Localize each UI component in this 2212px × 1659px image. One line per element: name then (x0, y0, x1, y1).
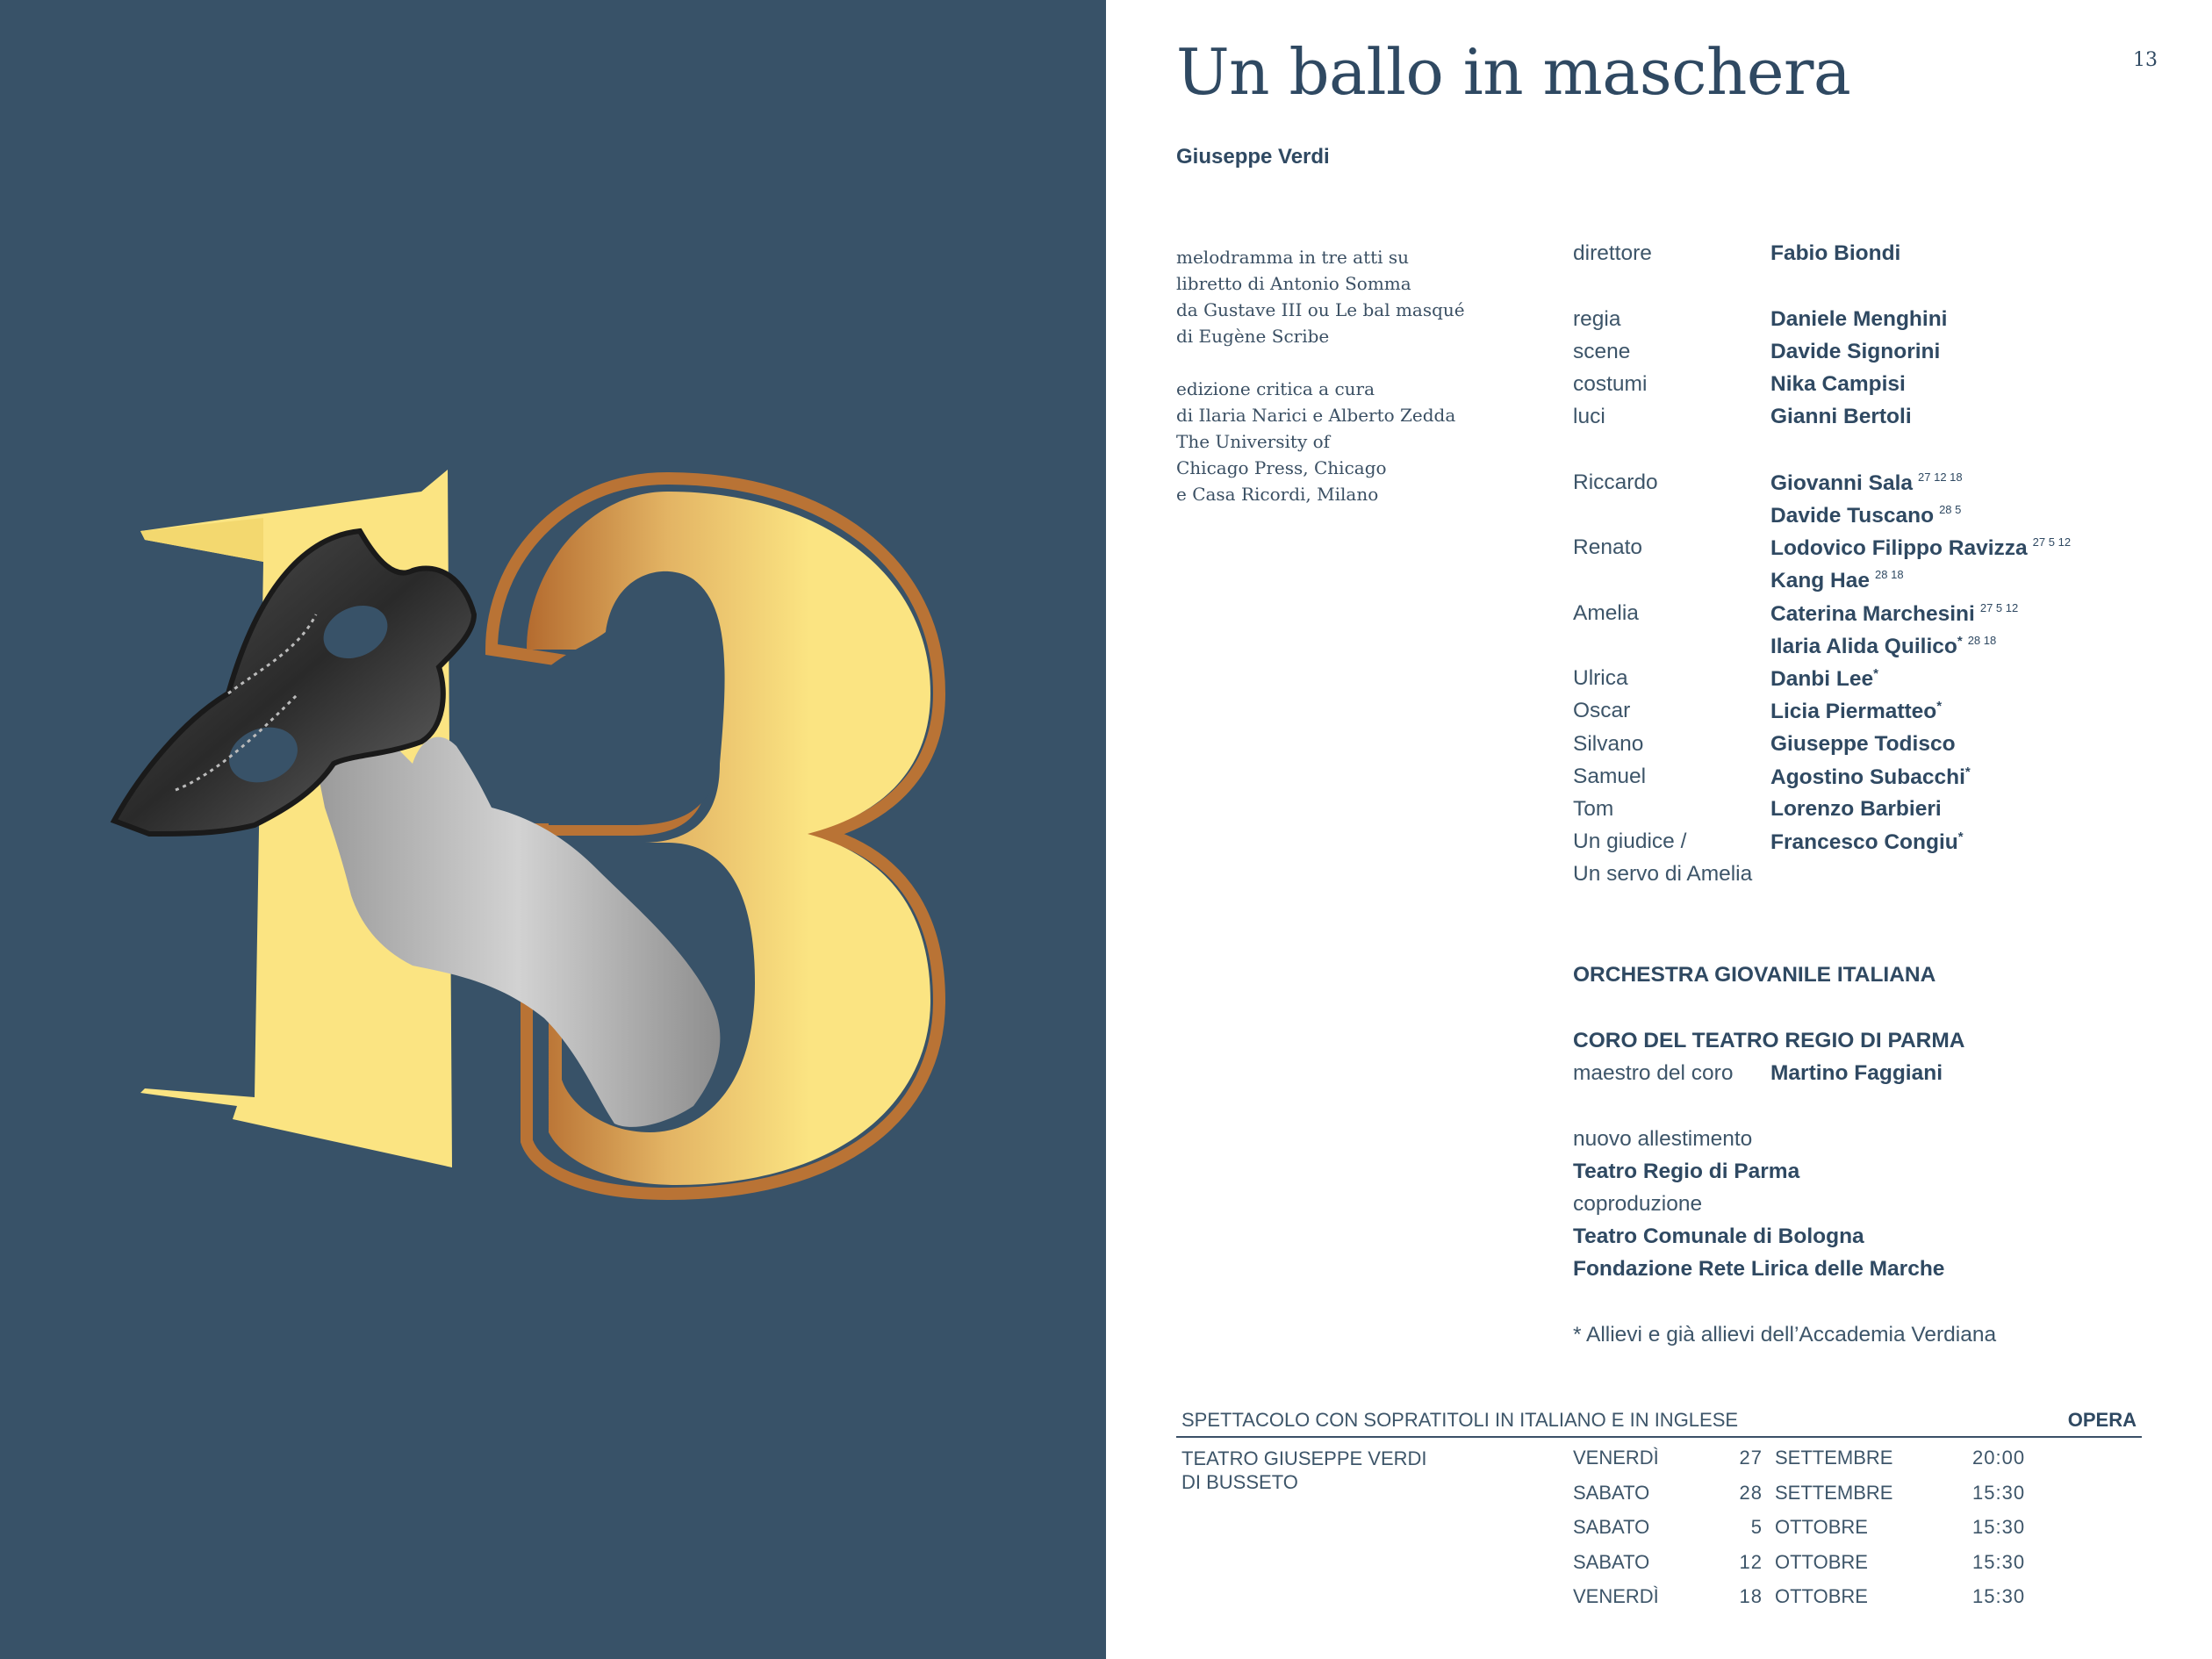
performance-date: 28 (1739, 1481, 1763, 1504)
credit-name (1770, 830, 1964, 855)
credit-name (1770, 732, 1956, 757)
performer-name: Daniele Menghini (1770, 307, 1948, 331)
page-title: Un ballo in maschera (1176, 35, 1851, 109)
credit-row (1573, 830, 2187, 863)
performance-month: SETTEMBRE (1775, 1447, 1893, 1469)
credit-name (1770, 634, 1996, 659)
credit-name (1770, 568, 1904, 593)
info-line: melodramma in tre atti su (1176, 247, 1410, 268)
credit-row (1573, 340, 2187, 373)
credit-row (1573, 568, 2187, 601)
credit-row (1573, 862, 2187, 895)
composer-name: Giuseppe Verdi (1176, 145, 1330, 169)
performance-month: SETTEMBRE (1775, 1481, 1893, 1504)
academy-asterisk: * (1936, 699, 1943, 714)
schedule-header (1176, 1404, 2142, 1438)
info-line: da Gustave III ou Le bal masqué (1176, 299, 1465, 320)
performer-name: Lodovico Filippo Ravizza (1770, 536, 2028, 560)
credit-role: Silvano (1573, 732, 1644, 756)
credit-name (1770, 666, 1878, 692)
credit-role: Riccardo (1573, 470, 1658, 494)
performance-time: 15:30 (1972, 1516, 2026, 1538)
edition-info (1176, 376, 1492, 507)
work-description (1176, 244, 1492, 349)
credit-role: Un giudice / (1573, 830, 1687, 853)
venue-line: DI BUSSETO (1181, 1471, 1298, 1493)
performance-dates-superscript: 28 5 (1939, 503, 1962, 516)
performer-name: Licia Piermatteo (1770, 700, 1937, 723)
academy-asterisk: * (1964, 765, 1971, 779)
performer-name: Ilaria Alida Quilico (1770, 635, 1957, 658)
chorus-master-row (1573, 1061, 2100, 1095)
surtitles-note: SPETTACOLO CON SOPRATITOLI IN ITALIANO E IN INGLESE (1181, 1409, 1739, 1431)
performance-dates-superscript: 28 18 (1967, 634, 1997, 647)
performer-name: Davide Signorini (1770, 340, 1941, 363)
performance-time: 20:00 (1972, 1447, 2026, 1469)
chorus-name: CORO DEL TEATRO REGIO DI PARMA (1573, 1029, 1965, 1052)
performance-time: 15:30 (1972, 1481, 2026, 1504)
performance-day: VENERDÌ (1573, 1447, 1659, 1469)
credit-row (1573, 405, 2187, 438)
orchestra-name: ORCHESTRA GIOVANILE ITALIANA (1573, 963, 1936, 987)
credit-role: Samuel (1573, 765, 1647, 788)
credit-row (1573, 503, 2187, 536)
credit-role: Amelia (1573, 601, 1639, 625)
performer-name: Danbi Lee (1770, 667, 1874, 691)
credit-role: Renato (1573, 535, 1643, 559)
performance-time: 15:30 (1972, 1550, 2026, 1573)
performer-name: Caterina Marchesini (1770, 602, 1975, 626)
performer-name: Nika Campisi (1770, 372, 1906, 396)
credit-role: Un servo di Amelia (1573, 862, 1753, 886)
credit-name (1770, 470, 1963, 496)
performance-day: VENERDÌ (1573, 1585, 1659, 1607)
performance-month: OTTOBRE (1775, 1516, 1868, 1538)
performance-time: 15:30 (1972, 1585, 2026, 1607)
page-number: 13 (2133, 49, 2158, 71)
credit-role: regia (1573, 307, 1621, 331)
credit-name (1770, 503, 1961, 528)
performance-day: SABATO (1573, 1516, 1650, 1538)
performer-name: Lorenzo Barbieri (1770, 797, 1942, 821)
credit-role: Oscar (1573, 699, 1631, 722)
info-line: e Casa Ricordi, Milano (1176, 484, 1379, 505)
performance-date: 18 (1739, 1585, 1763, 1607)
info-line: edizione critica a cura (1176, 378, 1375, 399)
performance-dates-superscript: 27 5 12 (2032, 535, 2072, 549)
academy-asterisk: * (1957, 634, 1963, 649)
performance-row (1573, 1585, 2100, 1619)
performance-dates-superscript: 27 5 12 (1979, 601, 2019, 614)
credit-row (1573, 732, 2187, 765)
credit-row (1573, 470, 2187, 504)
credit-row (1573, 797, 2187, 830)
credit-name (1770, 405, 1912, 429)
credit-row (1573, 601, 2187, 635)
performance-month: OTTOBRE (1775, 1550, 1868, 1573)
credit-name (1770, 797, 1942, 822)
performer-name: Davide Tuscano (1770, 504, 1935, 528)
credit-row (1573, 535, 2187, 569)
coproducer-name: Teatro Comunale di Bologna (1573, 1224, 1864, 1248)
credit-name (1770, 699, 1942, 724)
credit-role: costumi (1573, 372, 1648, 396)
info-line: The University of (1176, 431, 1331, 452)
credit-row (1573, 634, 2187, 667)
performance-day: SABATO (1573, 1481, 1650, 1504)
performance-day: SABATO (1573, 1550, 1650, 1573)
performance-row (1573, 1516, 2100, 1549)
programme-page (1106, 0, 2212, 1659)
performance-dates-superscript: 27 12 18 (1918, 470, 1963, 484)
venue-name (1181, 1447, 1427, 1494)
coproduction-label: coproduzione (1573, 1192, 1703, 1216)
info-line: di Ilaria Narici e Alberto Zedda (1176, 405, 1456, 426)
credit-name (1770, 307, 1947, 332)
credit-name: Martino Faggiani (1770, 1061, 1943, 1085)
producer-name: Teatro Regio di Parma (1573, 1160, 1800, 1183)
credit-name (1770, 765, 1971, 790)
credit-role: direttore (1573, 241, 1652, 265)
performer-name: Agostino Subacchi (1770, 765, 1965, 789)
credit-role: luci (1573, 405, 1605, 428)
credit-name (1770, 601, 2018, 627)
academy-asterisk: * (1873, 666, 1878, 681)
credit-row (1573, 307, 2187, 341)
credit-name (1770, 372, 1906, 397)
performer-name: Kang Hae (1770, 569, 1871, 592)
performance-row (1573, 1551, 2100, 1584)
genre-label: OPERA (2067, 1409, 2137, 1431)
credit-name (1770, 535, 2071, 561)
venue-line: TEATRO GIUSEPPE VERDI (1181, 1447, 1427, 1469)
performer-name: Gianni Bertoli (1770, 405, 1912, 428)
performer-name: Francesco Congiu (1770, 830, 1958, 854)
performance-date: 5 (1750, 1516, 1763, 1538)
performance-row (1573, 1447, 2100, 1480)
new-production-label: nuovo allestimento (1573, 1127, 1753, 1151)
credit-role: Ulrica (1573, 666, 1628, 690)
performance-date: 12 (1739, 1550, 1763, 1573)
credit-row (1573, 241, 2187, 275)
coproducer-name: Fondazione Rete Lirica delle Marche (1573, 1257, 1945, 1281)
credit-row (1573, 699, 2187, 732)
performance-row (1573, 1482, 2100, 1515)
info-line: Chicago Press, Chicago (1176, 457, 1387, 478)
credit-name (1770, 340, 1940, 364)
performer-name: Fabio Biondi (1770, 241, 1901, 265)
credit-row (1573, 765, 2187, 798)
credit-role: Tom (1573, 797, 1614, 821)
numeral-three (492, 478, 939, 1194)
credit-row (1573, 666, 2187, 700)
performance-dates-superscript: 28 18 (1875, 568, 1904, 581)
academy-asterisk: * (1957, 830, 1964, 844)
credit-role: scene (1573, 340, 1631, 363)
credit-row (1573, 372, 2187, 406)
credit-role: maestro del coro (1573, 1061, 1734, 1085)
info-line: di Eugène Scribe (1176, 326, 1330, 347)
info-line: libretto di Antonio Somma (1176, 273, 1411, 294)
credit-name (1770, 241, 1900, 266)
performance-date: 27 (1739, 1447, 1763, 1469)
performer-name: Giovanni Sala (1770, 471, 1914, 495)
footnote: * Allievi e già allievi dell’Accademia Verdiana (1573, 1323, 1997, 1347)
performance-month: OTTOBRE (1775, 1585, 1868, 1607)
performer-name: Giuseppe Todisco (1770, 732, 1956, 756)
